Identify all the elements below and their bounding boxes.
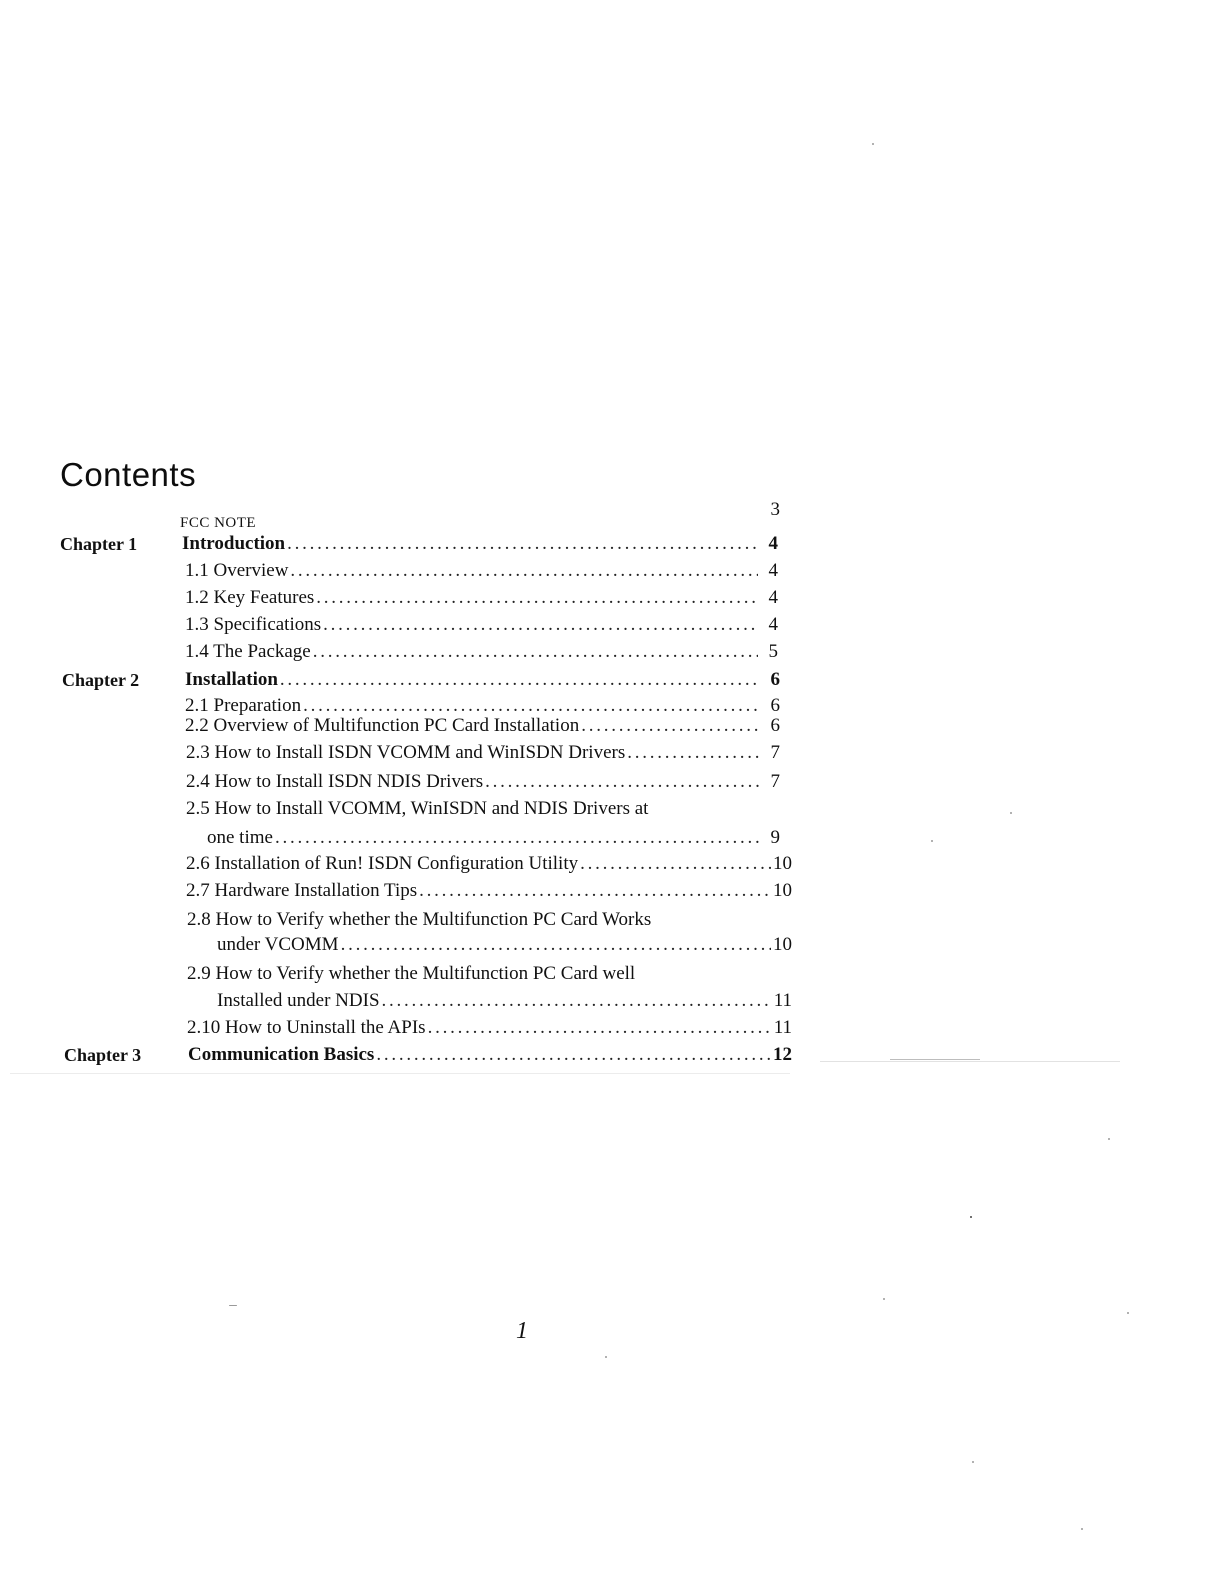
toc-entry[interactable] xyxy=(186,852,792,876)
toc-page-number: 10 xyxy=(773,853,792,874)
toc-entry-title: 2.10 How to Uninstall the APIs xyxy=(187,1017,426,1038)
leader-dots xyxy=(382,989,772,1013)
toc-entry[interactable] xyxy=(186,770,780,794)
leader-dots xyxy=(287,532,758,556)
toc-entry[interactable] xyxy=(187,1016,792,1040)
leader-dots xyxy=(316,586,758,610)
leader-dots xyxy=(627,741,760,765)
page-number: 1 xyxy=(516,1318,528,1344)
toc-entry-title: 1.3 Specifications xyxy=(185,614,322,635)
leader-dots xyxy=(485,770,760,794)
toc-page-number: 5 xyxy=(768,641,778,662)
toc-entry[interactable] xyxy=(185,714,780,738)
toc-row xyxy=(60,933,790,957)
scan-speck xyxy=(229,1305,237,1306)
scan-speck xyxy=(1108,1138,1110,1140)
toc-entry[interactable] xyxy=(182,532,778,556)
scan-speck xyxy=(883,1298,885,1300)
toc-entry-continuation: Installed under NDIS xyxy=(217,990,380,1011)
toc-entry[interactable] xyxy=(186,879,792,903)
toc-row xyxy=(60,640,790,664)
toc-entry-title[interactable]: 2.8 How to Verify whether the Multifunction PC Card Works xyxy=(187,909,652,930)
scan-artifact xyxy=(10,1073,790,1074)
toc-entry[interactable] xyxy=(185,559,778,583)
toc-row xyxy=(60,559,790,583)
leader-dots xyxy=(275,826,760,850)
scan-speck xyxy=(872,143,874,145)
toc-entry-continuation: one time xyxy=(207,827,273,848)
toc-page-number: 11 xyxy=(773,1017,792,1038)
scan-speck xyxy=(970,1216,972,1218)
toc-row xyxy=(60,586,790,610)
toc-page-number: 12 xyxy=(773,1044,792,1065)
toc-entry-title: 2.1 Preparation xyxy=(185,695,302,716)
toc-page-number: 4 xyxy=(768,533,778,554)
leader-dots xyxy=(376,1043,771,1067)
scan-speck xyxy=(1010,812,1012,814)
leader-dots xyxy=(323,613,758,637)
toc-entry-continuation: under VCOMM xyxy=(217,934,339,955)
toc-entry-title: Installation xyxy=(185,669,278,690)
toc-entry-title: 2.2 Overview of Multifunction PC Card Installation xyxy=(185,715,580,736)
leader-dots xyxy=(341,933,771,957)
scan-speck xyxy=(931,840,933,842)
leader-dots xyxy=(428,1016,772,1040)
chapter-label: Chapter 2 xyxy=(62,670,140,690)
toc-entry[interactable] xyxy=(185,668,780,692)
toc-entry-title: 2.4 How to Install ISDN NDIS Drivers xyxy=(186,771,484,792)
scan-speck xyxy=(1127,1312,1129,1314)
leader-dots xyxy=(419,879,771,903)
toc-entry-title: FCC NOTE xyxy=(180,515,257,531)
toc-page-number: 4 xyxy=(768,587,778,608)
toc-entry[interactable] xyxy=(185,586,778,610)
toc-page-number: 9 xyxy=(770,827,780,848)
table-of-contents xyxy=(60,0,790,1584)
toc-page-number: 7 xyxy=(770,742,780,763)
chapter-label: Chapter 1 xyxy=(60,534,138,554)
toc-page-number: 11 xyxy=(773,990,792,1011)
toc-entry-title: Introduction xyxy=(182,533,286,554)
toc-entry[interactable] xyxy=(207,826,780,850)
toc-entry[interactable] xyxy=(217,989,792,1013)
scan-speck xyxy=(605,1356,607,1358)
scan-speck xyxy=(972,1461,974,1463)
toc-page-number: 4 xyxy=(768,614,778,635)
toc-page-number: 10 xyxy=(773,934,792,955)
toc-entry-title: 2.6 Installation of Run! ISDN Configuration Utility xyxy=(186,853,579,874)
toc-row-chapter-2 xyxy=(60,668,790,692)
scan-speck xyxy=(1081,1528,1083,1530)
leader-dots xyxy=(313,640,758,664)
toc-page-number: 10 xyxy=(773,880,792,901)
toc-row xyxy=(60,852,790,876)
toc-entry[interactable] xyxy=(186,741,780,765)
toc-row xyxy=(60,741,790,765)
toc-row xyxy=(60,826,790,850)
toc-entry-title[interactable]: 2.5 How to Install VCOMM, WinISDN and NDIS Drivers at xyxy=(186,798,649,819)
toc-row xyxy=(60,714,790,738)
leader-dots xyxy=(581,714,760,738)
leader-dots xyxy=(290,559,758,583)
toc-page-number: 6 xyxy=(770,669,780,690)
scan-artifact xyxy=(890,1059,980,1060)
toc-entry[interactable] xyxy=(185,640,778,664)
toc-page-number: 4 xyxy=(768,560,778,581)
toc-entry-title: 2.7 Hardware Installation Tips xyxy=(186,880,418,901)
toc-row xyxy=(60,1016,790,1040)
leader-dots xyxy=(580,852,771,876)
toc-row-chapter-3 xyxy=(60,1043,790,1067)
toc-row xyxy=(60,613,790,637)
toc-entry[interactable] xyxy=(185,613,778,637)
toc-page-number: 6 xyxy=(770,715,780,736)
toc-row xyxy=(60,879,790,903)
toc-row-chapter-1 xyxy=(60,532,790,556)
leader-dots xyxy=(280,668,760,692)
scan-artifact xyxy=(820,1061,1120,1062)
toc-entry[interactable] xyxy=(188,1043,792,1067)
toc-entry-title[interactable]: 2.9 How to Verify whether the Multifunction PC Card well xyxy=(187,963,636,984)
toc-row xyxy=(60,770,790,794)
toc-entry-title: Communication Basics xyxy=(188,1044,375,1065)
toc-page-number: 6 xyxy=(770,695,780,716)
toc-row xyxy=(60,989,790,1013)
toc-entry[interactable] xyxy=(217,933,792,957)
toc-entry-title: 1.1 Overview xyxy=(185,560,289,581)
toc-page-number: 3 xyxy=(770,499,780,520)
chapter-label: Chapter 3 xyxy=(64,1045,142,1065)
toc-entry-title: 1.2 Key Features xyxy=(185,587,315,608)
toc-page-number: 7 xyxy=(770,771,780,792)
page-title: Contents xyxy=(60,456,197,493)
toc-entry-title: 1.4 The Package xyxy=(185,641,311,662)
toc-entry-title: 2.3 How to Install ISDN VCOMM and WinISDN Drivers xyxy=(186,742,626,763)
